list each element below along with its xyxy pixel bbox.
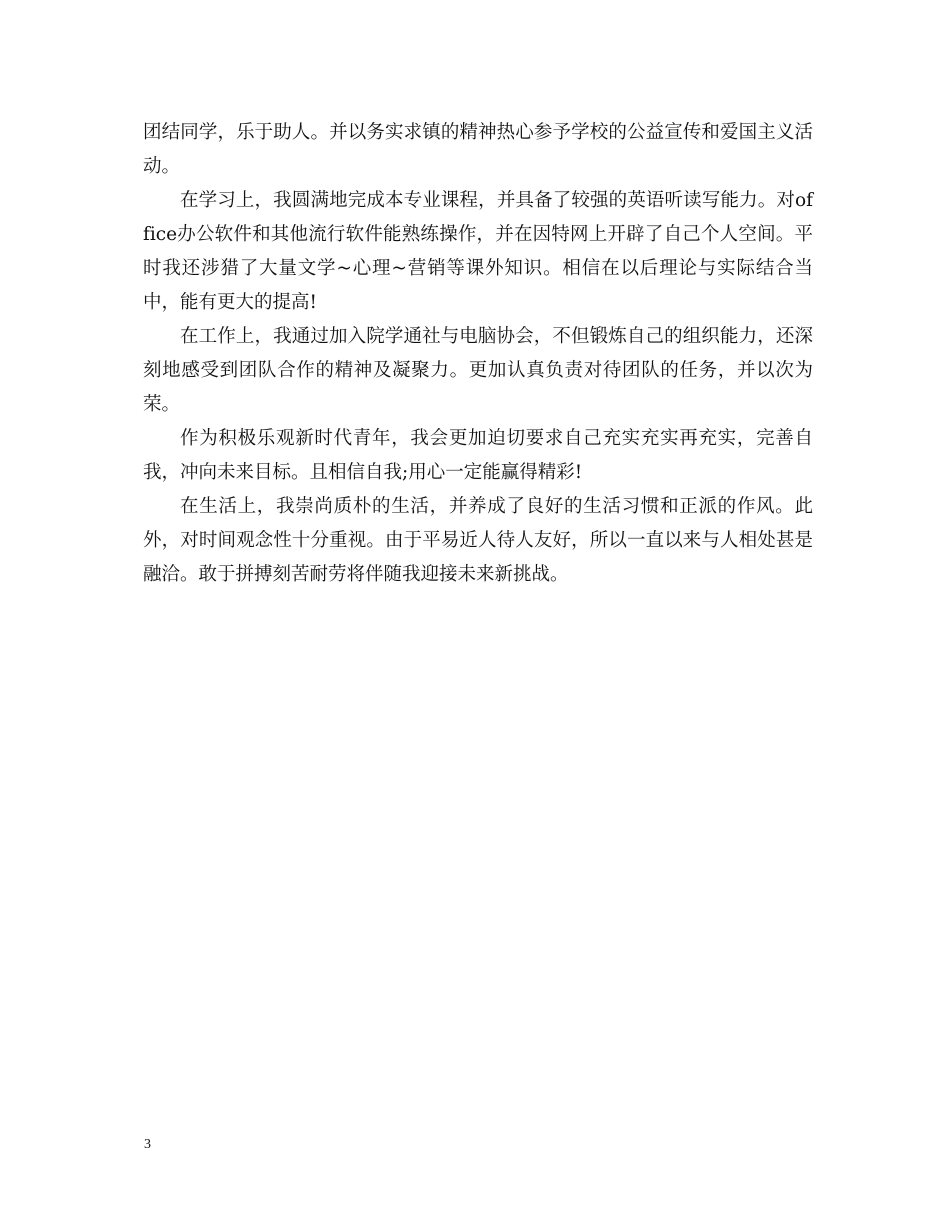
paragraph-2-study: 在学习上，我圆满地完成本专业课程，并具备了较强的英语听读写能力。对office办公软件和其他流行软件能熟练操作，并在因特网上开辟了自己个人空间。平时我还涉猎了大量文学~心理~营销等课外知识。相信在以后理论与实际结合当中，能有更大的提高! <box>143 190 813 313</box>
document-body <box>143 116 813 592</box>
page-number: 3 <box>144 1137 151 1152</box>
paragraph-4-goals: 作为积极乐观新时代青年，我会更加迫切要求自己充实充实再充实，完善自我，冲向未来目标。且相信自我;用心一定能赢得精彩! <box>143 428 813 483</box>
paragraph-5-life: 在生活上，我崇尚质朴的生活，并养成了良好的生活习惯和正派的作风。此外，对时间观念性十分重视。由于平易近人待人友好，所以一直以来与人相处甚是融洽。敢于拼搏刻苦耐劳将伴随我迎接未来新挑战。 <box>143 496 813 585</box>
paragraph-1: 团结同学，乐于助人。并以务实求镇的精神热心参予学校的公益宣传和爱国主义活动。 <box>143 122 813 177</box>
paragraph-3-work: 在工作上，我通过加入院学通社与电脑协会，不但锻炼自己的组织能力，还深刻地感受到团队合作的精神及凝聚力。更加认真负责对待团队的任务，并以次为荣。 <box>143 326 813 415</box>
